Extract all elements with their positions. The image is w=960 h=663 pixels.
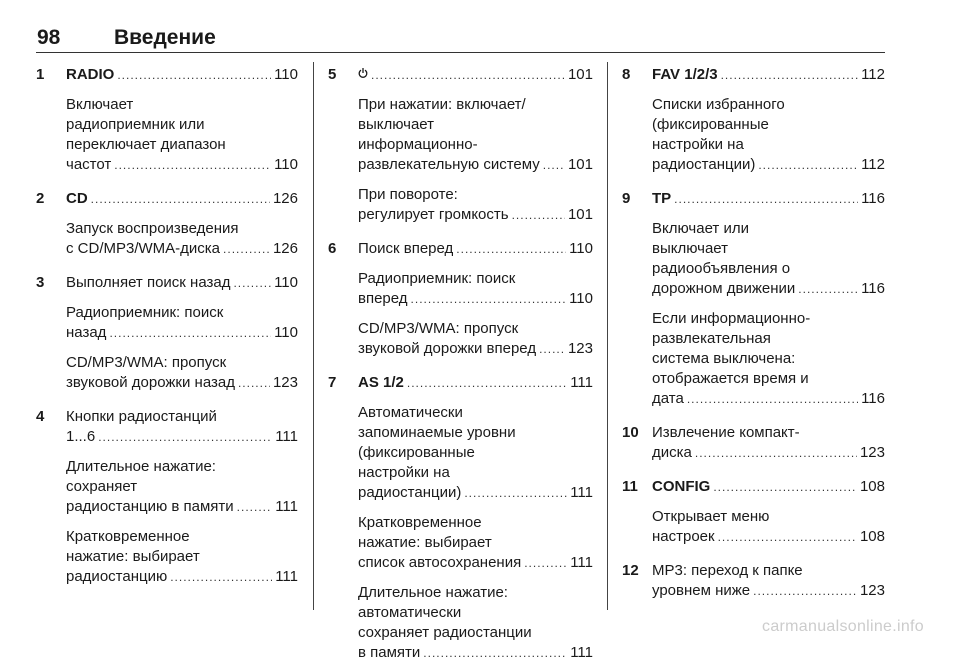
entry-number: 4 (36, 408, 45, 425)
description-line: Автоматически (358, 404, 463, 421)
entry-number: 7 (328, 374, 337, 391)
dot-leader (718, 527, 857, 547)
dot-leader (233, 273, 271, 293)
entry-number: 3 (36, 274, 45, 291)
toc-line (358, 65, 593, 85)
dot-leader (524, 553, 567, 573)
dot-leader (674, 189, 858, 209)
description-line: настройки на (358, 464, 450, 481)
entry-text: звуковой дорожки назад (66, 374, 235, 391)
description-line: (фиксированные (652, 116, 769, 133)
page-ref: 123 (859, 444, 885, 461)
entry-text: TP (652, 190, 672, 207)
page-ref: 110 (274, 324, 298, 341)
entry-text: назад (66, 324, 107, 341)
description-line: Списки избранного (652, 96, 785, 113)
description-line: система выключена: (652, 350, 796, 367)
page-ref: 112 (861, 156, 885, 173)
power-icon (358, 67, 368, 79)
toc-line (358, 155, 593, 175)
dot-leader (238, 373, 270, 393)
toc-line (358, 553, 593, 573)
toc-line (66, 427, 298, 447)
toc-entry (328, 65, 593, 225)
page-ref: 116 (861, 190, 885, 207)
entry-number: 2 (36, 190, 45, 207)
dot-leader (687, 389, 858, 409)
dot-leader (423, 643, 567, 663)
entry-number: 8 (622, 66, 631, 83)
toc-line (652, 65, 885, 85)
page-ref: 110 (274, 274, 298, 291)
dot-leader (117, 65, 271, 85)
page-title: Введение (114, 26, 216, 49)
description-line: информационно- (358, 136, 478, 153)
entry-number: 1 (36, 66, 45, 83)
entry-text: радиостанции) (652, 156, 756, 173)
entry-description (358, 403, 593, 503)
description-line: Кратковременное (66, 528, 190, 545)
entry-description (66, 303, 298, 343)
toc-line (358, 339, 593, 359)
dot-leader (543, 155, 565, 175)
entry-description (66, 527, 298, 587)
toc-line (358, 205, 593, 225)
toc-line (66, 65, 298, 85)
entry-text: регулирует громкость (358, 206, 509, 223)
description-line: выключает (358, 116, 435, 133)
toc-line (358, 289, 593, 309)
entry-text: 1...6 (66, 428, 96, 445)
dot-leader (237, 497, 273, 517)
entry-text: с CD/MP3/WMA-диска (66, 240, 221, 257)
toc-line (66, 155, 298, 175)
page-ref: 111 (275, 428, 298, 445)
entry-title-line: Извлечение компакт- (652, 424, 800, 441)
description-line: радиоприемник или (66, 116, 205, 133)
toc-line (652, 443, 885, 463)
dot-leader (721, 65, 858, 85)
dot-leader (407, 373, 567, 393)
description-line: (фиксированные (358, 444, 475, 461)
description-line: переключает диапазон (66, 136, 226, 153)
dot-leader (695, 443, 857, 463)
description-line: нажатие: выбирает (66, 548, 200, 565)
entry-description (66, 353, 298, 393)
toc-entry (622, 561, 885, 601)
entry-description (358, 583, 593, 663)
description-line: отображается время и (652, 370, 809, 387)
entry-description (66, 457, 298, 517)
page-ref: 123 (859, 582, 885, 599)
entry-description (358, 319, 593, 359)
dot-leader (223, 239, 270, 259)
entry-text: FAV 1/2/3 (652, 66, 718, 83)
entry-title-line: MP3: переход к папке (652, 562, 803, 579)
entry-number: 6 (328, 240, 337, 257)
page-ref: 101 (567, 206, 593, 223)
toc-line (66, 373, 298, 393)
entry-text: радиостанции) (358, 484, 462, 501)
dot-leader (109, 323, 271, 343)
description-line: выключает (652, 240, 729, 257)
entry-description (358, 269, 593, 309)
entry-text: диска (652, 444, 692, 461)
entry-description (358, 185, 593, 225)
dot-leader (713, 477, 857, 497)
entry-text: в памяти (358, 644, 421, 661)
page-ref: 111 (275, 568, 298, 585)
entry-text: RADIO (66, 66, 115, 83)
page-ref: 116 (861, 280, 885, 297)
dot-leader (411, 289, 567, 309)
toc-line (358, 373, 593, 393)
toc-line (652, 527, 885, 547)
page-ref: 108 (859, 528, 885, 545)
entry-text: Выполняет поиск назад (66, 274, 231, 291)
description-line: CD/MP3/WMA: пропуск (66, 354, 227, 371)
description-line: настройки на (652, 136, 744, 153)
toc-line (66, 273, 298, 293)
description-line: Радиоприемник: поиск (66, 304, 224, 321)
description-line: Включает или (652, 220, 749, 237)
description-line: Кратковременное (358, 514, 482, 531)
page-ref: 110 (569, 290, 593, 307)
toc-entry (622, 189, 885, 409)
toc-line (66, 189, 298, 209)
description-line: сохраняет (66, 478, 138, 495)
entry-description (66, 219, 298, 259)
entry-description (358, 513, 593, 573)
toc-entry (328, 373, 593, 663)
entry-number: 11 (622, 478, 638, 495)
entry-description (652, 219, 885, 299)
entry-title-line: Кнопки радиостанций (66, 408, 217, 425)
page-ref: 108 (859, 478, 885, 495)
description-line: При повороте: (358, 186, 458, 203)
dot-leader (456, 239, 566, 259)
entry-text: звуковой дорожки вперед (358, 340, 537, 357)
page-ref: 110 (569, 240, 593, 257)
toc-entry (36, 407, 298, 587)
description-line: При нажатии: включает/ (358, 96, 526, 113)
description-line: нажатие: выбирает (358, 534, 492, 551)
entry-text: настроек (652, 528, 715, 545)
entry-text: дорожном движении (652, 280, 796, 297)
description-line: Если информационно- (652, 310, 811, 327)
toc-line (652, 581, 885, 601)
page-ref: 111 (275, 498, 298, 515)
toc-entry (622, 477, 885, 547)
entry-text: вперед (358, 290, 408, 307)
dot-leader (512, 205, 565, 225)
entry-text: развлекательную систему (358, 156, 540, 173)
entry-text: радиостанцию в памяти (66, 498, 234, 515)
toc-line (66, 239, 298, 259)
toc-entry (36, 65, 298, 175)
description-line: радиообъявления о (652, 260, 791, 277)
dot-leader (91, 189, 270, 209)
toc-entry (36, 189, 298, 259)
toc-line (358, 483, 593, 503)
column-divider (313, 62, 314, 610)
entry-text: радиостанцию (66, 568, 168, 585)
page-ref: 126 (272, 190, 298, 207)
entry-text: список автосохранения (358, 554, 522, 571)
column-3 (622, 65, 885, 601)
description-line: автоматически (358, 604, 462, 621)
page-number: 98 (37, 26, 61, 49)
column-1 (36, 65, 298, 587)
page-ref: 123 (272, 374, 298, 391)
description-line: Длительное нажатие: (66, 458, 216, 475)
description-line: Длительное нажатие: (358, 584, 508, 601)
toc-line (652, 389, 885, 409)
page-ref: 126 (272, 240, 298, 257)
entry-description (66, 95, 298, 175)
dot-leader (114, 155, 271, 175)
dot-leader (758, 155, 858, 175)
entry-text: Поиск вперед (358, 240, 454, 257)
toc-line (66, 497, 298, 517)
column-2 (328, 65, 593, 663)
dot-leader (798, 279, 858, 299)
entry-text: дата (652, 390, 684, 407)
description-line: CD/MP3/WMA: пропуск (358, 320, 519, 337)
page-ref: 116 (861, 390, 885, 407)
toc-line (652, 155, 885, 175)
entry-description (652, 309, 885, 409)
page-header (36, 26, 885, 53)
watermark: carmanualsonline.info (762, 618, 924, 635)
toc-entry (36, 273, 298, 393)
entry-description (652, 507, 885, 547)
toc-line (358, 643, 593, 663)
page-ref: 112 (861, 66, 885, 83)
page-ref: 110 (274, 66, 298, 83)
dot-leader (464, 483, 567, 503)
dot-leader (98, 427, 272, 447)
description-line: развлекательная (652, 330, 771, 347)
page-ref: 111 (570, 644, 593, 661)
toc-line (66, 323, 298, 343)
description-line: сохраняет радиостанции (358, 624, 532, 641)
toc-entry (622, 65, 885, 175)
dot-leader (753, 581, 857, 601)
entry-number: 9 (622, 190, 631, 207)
entry-text: CD (66, 190, 88, 207)
toc-line (358, 239, 593, 259)
entry-description (358, 95, 593, 175)
entry-text: уровнем ниже (652, 582, 751, 599)
toc-line (652, 279, 885, 299)
description-line: Радиоприемник: поиск (358, 270, 516, 287)
dot-leader (539, 339, 565, 359)
page-ref: 123 (567, 340, 593, 357)
entry-number: 12 (622, 562, 639, 579)
description-line: запоминаемые уровни (358, 424, 516, 441)
toc-entry (328, 239, 593, 359)
toc-line (66, 567, 298, 587)
description-line: Открывает меню (652, 508, 770, 525)
entry-number: 10 (622, 424, 639, 441)
page-ref: 111 (570, 374, 593, 391)
entry-text: CONFIG (652, 478, 711, 495)
page-ref: 110 (274, 156, 298, 173)
toc-line (652, 189, 885, 209)
entry-number: 5 (328, 66, 337, 83)
page-ref: 111 (570, 484, 593, 501)
description-line: Включает (66, 96, 134, 113)
entry-text: частот (66, 156, 112, 173)
entry-description (652, 95, 885, 175)
entry-text: AS 1/2 (358, 374, 404, 391)
toc-line (652, 477, 885, 497)
page-ref: 111 (570, 554, 593, 571)
description-line: Запуск воспроизведения (66, 220, 239, 237)
dot-leader (371, 65, 565, 85)
dot-leader (170, 567, 272, 587)
toc-entry (622, 423, 885, 463)
page-ref: 101 (567, 156, 593, 173)
page-ref: 101 (567, 66, 593, 83)
column-divider (607, 62, 608, 610)
